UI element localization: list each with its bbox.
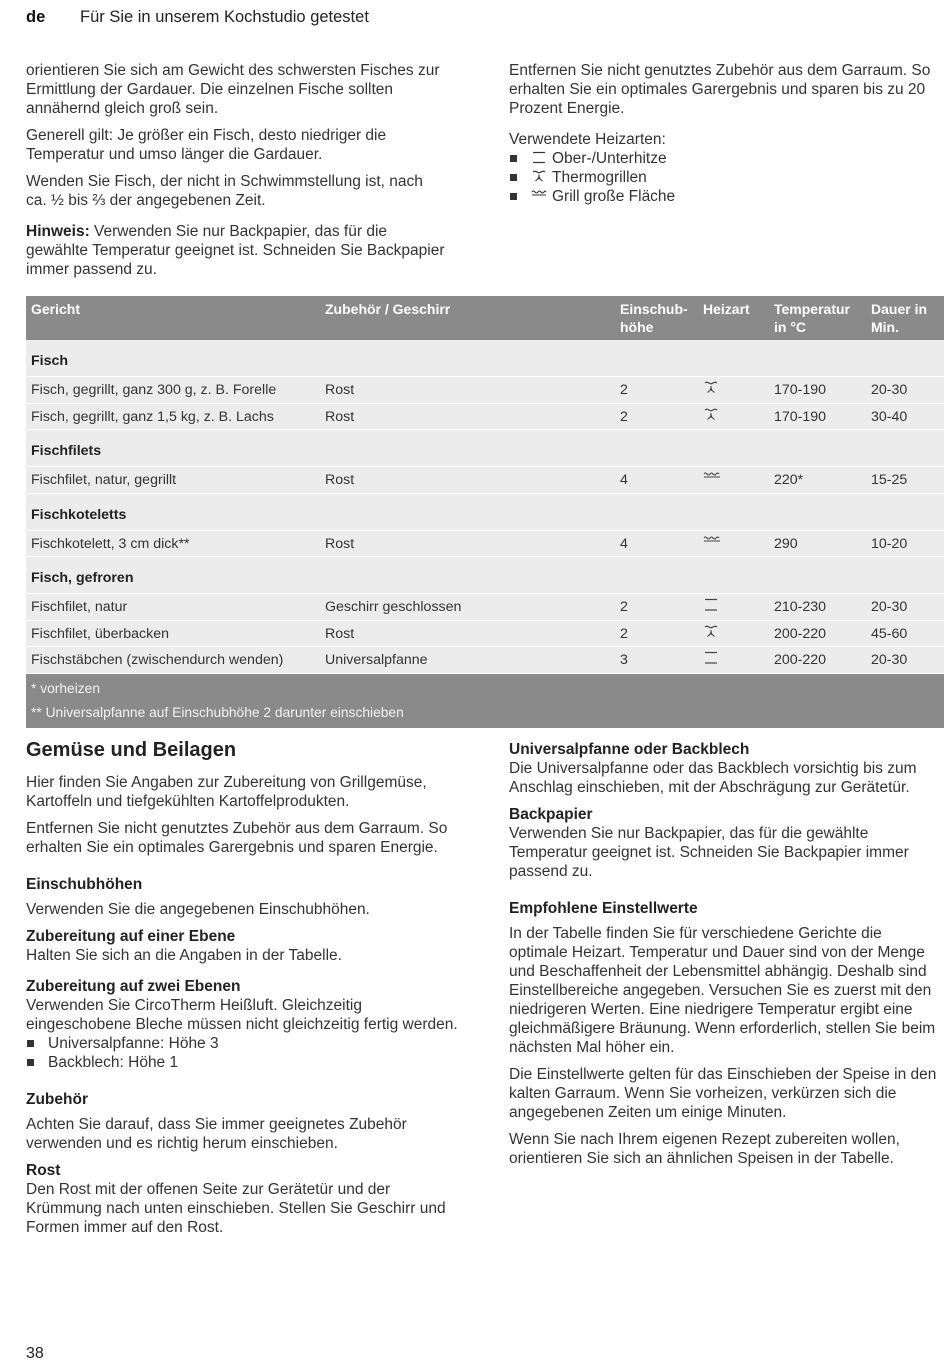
thermogrillen-icon	[703, 625, 719, 643]
thermogrillen-icon	[703, 381, 719, 399]
subheading: Empfohlene Einstellwerte	[509, 900, 698, 917]
table-header	[26, 296, 944, 340]
subheading: Einschubhöhen	[26, 876, 143, 893]
heating-modes-list	[509, 149, 941, 206]
grill-grosse-flaeche-icon	[531, 189, 547, 202]
table-row: Fischfilet, natur, gegrillt Rost 4 220* 15-25	[26, 467, 944, 494]
column-header-zubehoer: Zubehör / Geschirr	[325, 301, 451, 317]
intro-right-column	[509, 61, 941, 206]
page-number: 38	[26, 1345, 44, 1362]
paragraph: orientieren Sie sich am Gewicht des schwersten Fisches zur Ermittlung der Gardauer. Die einzelnen Fische sollten annähernd gleich groß sein.	[26, 62, 440, 117]
language-code: de	[26, 8, 46, 26]
subheading: Rost	[26, 1162, 61, 1179]
ober-unterhitze-icon	[531, 151, 547, 164]
paragraph: Die Universalpfanne oder das Backblech vorsichtig bis zum Anschlag einschieben, mit der Abschrägung zur Gerätetür.	[509, 760, 917, 796]
paragraph: Generell gilt: Je größer ein Fisch, desto niedriger die Temperatur und umso länger die Gardauer.	[26, 127, 387, 163]
column-header-gericht: Gericht	[31, 301, 81, 317]
table-row: Fischstäbchen (zwischendurch wenden) Universalpfanne 3 200-220 20-30	[26, 647, 944, 674]
list-item: Ober-/Unterhitze	[509, 149, 941, 168]
section-title: Für Sie in unserem Kochstudio getestet	[80, 8, 369, 26]
paragraph: In der Tabelle finden Sie für verschiedene Gerichte die optimale Heizart. Temperatur und Dauer sind von der Menge und Beschaffenheit der Lebensmittel abhängig. Deshalb sind Einstellbereiche angegeben. Versuchen Sie es zuerst mit den niedrigeren Werten. Eine niedrigere Temperatur ergibt eine gleichmäßigere Bräunung. Wenn erforderlich, stellen Sie beim nächsten Mal höher ein.	[509, 925, 936, 1056]
section-heading: Gemüse und Beilagen	[26, 739, 237, 761]
list-item: Universalpfanne: Höhe 3	[26, 1034, 458, 1053]
thermogrillen-icon	[703, 408, 719, 426]
paragraph: Entfernen Sie nicht genutztes Zubehör aus dem Garraum. So erhalten Sie ein optimales Garergebnis und sparen Energie.	[26, 820, 448, 856]
table-group-row: Fisch	[26, 340, 944, 377]
heating-modes-title: Verwendete Heizarten:	[509, 131, 666, 148]
intro-left-column	[26, 61, 446, 287]
footnote: * vorheizen	[31, 680, 101, 696]
paragraph: Wenn Sie nach Ihrem eigenen Rezept zubereiten wollen, orientieren Sie sich an ähnlichen Speisen in der Tabelle.	[509, 1131, 900, 1167]
column-header-heizart: Heizart	[703, 301, 750, 317]
column-header-temperatur: Temperatur in °C	[774, 301, 850, 335]
vegetables-left-column	[26, 739, 458, 1245]
list-item: Thermogrillen	[509, 168, 941, 187]
paragraph: Die Einstellwerte gelten für das Einschieben der Speise in den kalten Garraum. Wenn Sie vorheizen, verkürzen sich die angegebenen Zeiten um einige Minuten.	[509, 1066, 937, 1121]
subheading: Zubehör	[26, 1091, 88, 1108]
table-group-row: Fisch, gefroren	[26, 557, 944, 594]
paragraph: Verwenden Sie CircoTherm Heißluft. Gleichzeitig eingeschobene Bleche müssen nicht gleichzeitig fertig werden.	[26, 997, 458, 1033]
table-row: Fischfilet, natur Geschirr geschlossen 2 210-230 20-30	[26, 594, 944, 621]
column-header-einschubhoehe: Einschub- höhe	[620, 301, 688, 335]
table-footnotes	[26, 674, 944, 728]
paragraph: Wenden Sie Fisch, der nicht in Schwimmstellung ist, nach ca. ½ bis ⅔ der angegebenen Zeit.	[26, 173, 423, 209]
table-row: Fisch, gegrillt, ganz 300 g, z. B. Forelle Rost 2 170-190 20-30	[26, 377, 944, 404]
list-item: Backblech: Höhe 1	[26, 1053, 458, 1072]
subheading: Backpapier	[509, 806, 593, 823]
list-item: Grill große Fläche	[509, 187, 941, 206]
page-header	[26, 6, 944, 30]
note-paragraph	[26, 222, 446, 279]
vegetables-right-column	[509, 740, 941, 1176]
subheading: Zubereitung auf einer Ebene	[26, 928, 236, 945]
paragraph: Halten Sie sich an die Angaben in der Tabelle.	[26, 947, 342, 964]
fish-settings-table	[26, 296, 944, 728]
grill-grosse-flaeche-icon	[703, 471, 721, 489]
table-row: Fischfilet, überbacken Rost 2 200-220 45-60	[26, 621, 944, 648]
ober-unterhitze-icon	[703, 651, 719, 669]
table-row: Fisch, gegrillt, ganz 1,5 kg, z. B. Lachs Rost 2 170-190 30-40	[26, 404, 944, 431]
shelf-positions-list	[26, 1034, 458, 1072]
column-header-dauer: Dauer in Min.	[871, 301, 928, 335]
paragraph: Entfernen Sie nicht genutztes Zubehör aus dem Garraum. So erhalten Sie ein optimales Garergebnis und sparen bis zu 20 Prozent Energie.	[509, 62, 931, 117]
paragraph: Verwenden Sie nur Backpapier, das für die gewählte Temperatur geeignet ist. Schneiden Sie Backpapier immer passend zu.	[509, 825, 909, 880]
note-label: Hinweis:	[26, 223, 90, 240]
grill-grosse-flaeche-icon	[703, 535, 721, 553]
subheading: Zubereitung auf zwei Ebenen	[26, 978, 241, 995]
paragraph: Den Rost mit der offenen Seite zur Gerätetür und der Krümmung nach unten einschieben. Stellen Sie Geschirr und Formen immer auf den Rost.	[26, 1181, 446, 1236]
paragraph: Verwenden Sie die angegebenen Einschubhöhen.	[26, 901, 370, 918]
footnote: ** Universalpfanne auf Einschubhöhe 2 darunter einschieben	[31, 704, 404, 720]
thermogrillen-icon	[531, 170, 547, 183]
table-group-row: Fischfilets	[26, 430, 944, 467]
ober-unterhitze-icon	[703, 598, 719, 616]
note-text: Verwenden Sie nur Backpapier, das für die gewählte Temperatur geeignet ist. Schneiden Sie Backpapier immer passend zu.	[26, 223, 445, 278]
paragraph: Achten Sie darauf, dass Sie immer geeignetes Zubehör verwenden und es richtig herum einschieben.	[26, 1116, 407, 1152]
table-row: Fischkotelett, 3 cm dick** Rost 4 290 10-20	[26, 531, 944, 558]
table-group-row: Fischkoteletts	[26, 494, 944, 531]
paragraph: Hier finden Sie Angaben zur Zubereitung von Grillgemüse, Kartoffeln und tiefgekühlten Kartoffelprodukten.	[26, 774, 427, 810]
table-body	[26, 340, 944, 674]
subheading: Universalpfanne oder Backblech	[509, 741, 750, 758]
